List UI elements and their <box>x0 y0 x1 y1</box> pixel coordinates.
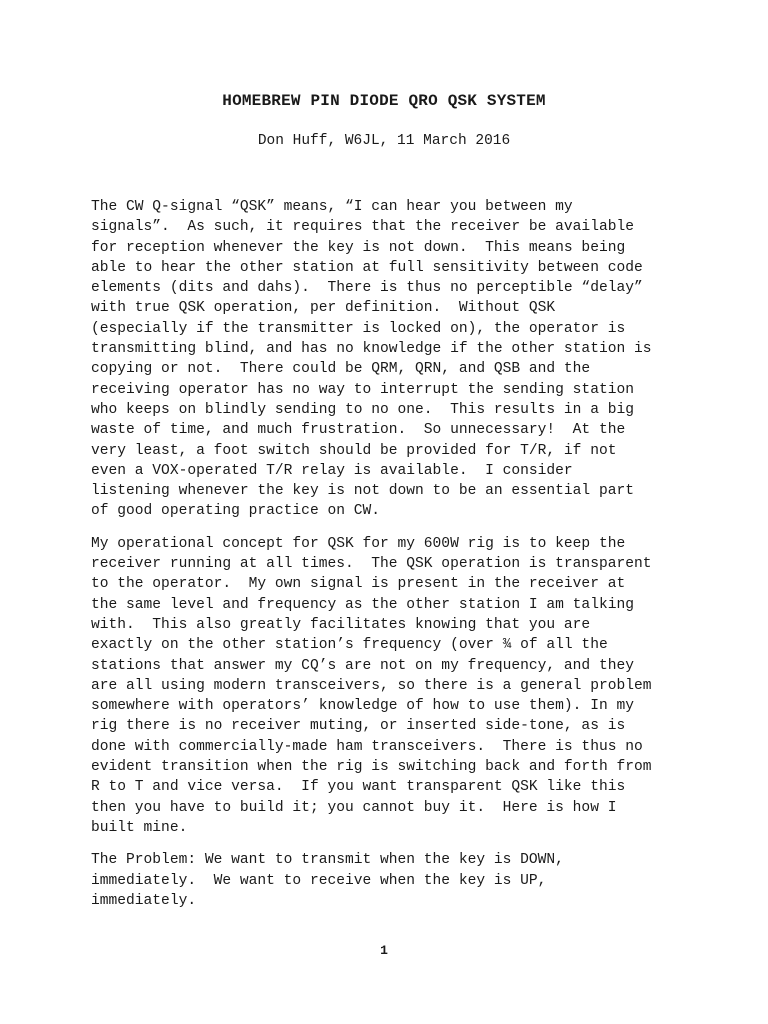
text-line: somewhere with operators’ knowledge of how to use them). In my <box>91 698 634 715</box>
text-line: (especially if the transmitter is locked on), the operator is <box>91 320 626 337</box>
author-byline: Don Huff, W6JL, 11 March 2016 <box>257 133 511 149</box>
document-body <box>91 197 691 923</box>
text-line: to the operator. My own signal is present in the receiver at <box>91 576 626 593</box>
page-number: 1 <box>380 943 388 958</box>
text-line: who keeps on blindly sending to no one. This results in a big <box>91 401 634 418</box>
text-line: with true QSK operation, per definition. Without QSK <box>91 300 556 317</box>
text-line: The Problem: We want to transmit when the key is DOWN, <box>91 852 564 869</box>
paragraph-operational-concept <box>91 534 691 838</box>
text-line: R to T and vice versa. If you want transparent QSK like this <box>91 779 626 796</box>
text-line: transmitting blind, and has no knowledge if the other station is <box>91 341 652 358</box>
paragraph-qsk-definition <box>91 197 691 522</box>
text-line: elements (dits and dahs). There is thus no perceptible “delay” <box>91 280 643 297</box>
text-line: the same level and frequency as the other station I am talking <box>91 596 634 613</box>
text-line: are all using modern transceivers, so there is a general problem <box>91 677 652 694</box>
text-line: exactly on the other station’s frequency (over ¾ of all the <box>91 637 608 654</box>
text-line: with. This also greatly facilitates knowing that you are <box>91 616 591 633</box>
text-line: immediately. <box>91 892 197 909</box>
text-line: even a VOX-operated T/R relay is available. I consider <box>91 462 573 479</box>
text-line: stations that answer my CQ’s are not on my frequency, and they <box>91 657 634 674</box>
text-line: then you have to build it; you cannot buy it. Here is how I <box>91 799 617 816</box>
text-line: evident transition when the rig is switching back and forth from <box>91 759 652 776</box>
text-line: receiving operator has no way to interrupt the sending station <box>91 381 634 398</box>
text-line: very least, a foot switch should be provided for T/R, if not <box>91 442 617 459</box>
text-line: signals”. As such, it requires that the receiver be available <box>91 219 634 236</box>
text-line: done with commercially-made ham transceivers. There is thus no <box>91 738 643 755</box>
text-line: for reception whenever the key is not down. This means being <box>91 239 626 256</box>
text-line: waste of time, and much frustration. So unnecessary! At the <box>91 422 626 439</box>
text-line: immediately. We want to receive when the key is UP, <box>91 872 547 889</box>
text-line: rig there is no receiver muting, or inserted side-tone, as is <box>91 718 626 735</box>
text-line: of good operating practice on CW. <box>91 503 381 520</box>
text-line: able to hear the other station at full sensitivity between code <box>91 259 643 276</box>
document-title: HOMEBREW PIN DIODE QRO QSK SYSTEM <box>222 92 546 110</box>
text-line: The CW Q-signal “QSK” means, “I can hear you between my <box>91 199 573 215</box>
text-line: receiver running at all times. The QSK operation is transparent <box>91 556 652 573</box>
text-line: listening whenever the key is not down to be an essential part <box>91 483 634 500</box>
text-line: built mine. <box>91 819 188 836</box>
text-line: copying or not. There could be QRM, QRN, and QSB and the <box>91 361 591 378</box>
paragraph-the-problem <box>91 850 691 911</box>
text-line: My operational concept for QSK for my 600W rig is to keep the <box>91 535 626 552</box>
